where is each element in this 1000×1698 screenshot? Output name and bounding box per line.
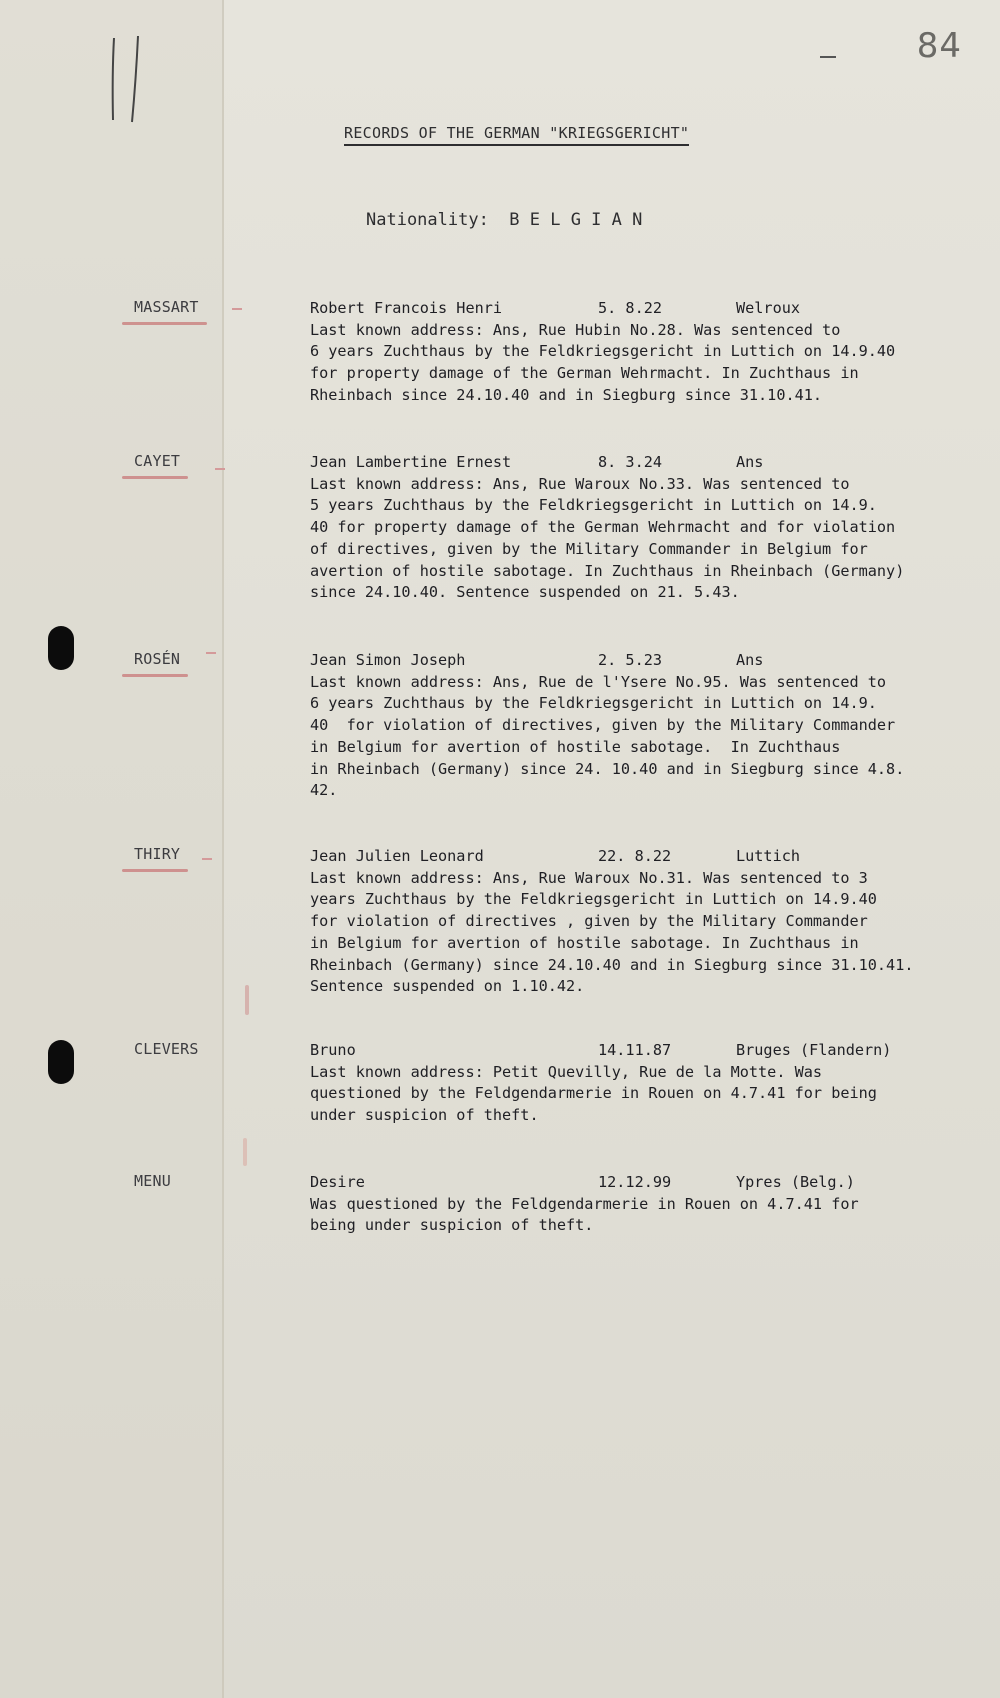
- dash-mark: [820, 56, 836, 58]
- entry-line: questioned by the Feldgendarmerie in Rouen on 4.7.41 for being: [310, 1084, 877, 1103]
- birth-place: Ans: [736, 453, 764, 471]
- entry-line: under suspicion of theft.: [310, 1106, 539, 1125]
- entry-thiry: [310, 846, 1000, 998]
- entry-line: Sentence suspended on 1.10.42.: [310, 977, 585, 996]
- punch-hole-top: [48, 626, 74, 670]
- document-title: RECORDS OF THE GERMAN "KRIEGSGERICHT": [344, 124, 689, 146]
- entry-line: Was questioned by the Feldgendarmerie in Rouen on 4.7.41 for: [310, 1194, 859, 1213]
- birth-date: 2. 5.23: [598, 651, 663, 669]
- birth-date: 14.11.87: [598, 1041, 672, 1059]
- entry-line: 6 years Zuchthaus by the Feldkriegsgericht in Luttich on 14.9.40: [310, 342, 896, 361]
- pen-stroke-mark: [110, 34, 150, 124]
- surname-menu: MENU: [134, 1172, 171, 1190]
- entry-line: in Belgium for avertion of hostile sabotage. In Zuchthaus in: [310, 933, 859, 952]
- entry-line: in Belgium for avertion of hostile sabotage. In Zuchthaus: [310, 737, 841, 756]
- birth-date: 22. 8.22: [598, 847, 672, 865]
- given-names: Robert Francois Henri: [310, 299, 503, 317]
- margin-tick: [232, 308, 242, 310]
- ink-stain: [245, 985, 249, 1015]
- surname-cayet: CAYET: [134, 452, 181, 470]
- entry-line: 5 years Zuchthaus by the Feldkriegsgericht in Luttich on 14.9.: [310, 496, 877, 515]
- entry-line: for violation of directives , given by the Military Commander: [310, 912, 868, 931]
- entry-line: years Zuchthaus by the Feldkriegsgericht in Luttich on 14.9.40: [310, 890, 877, 909]
- given-names: Jean Lambertine Ernest: [310, 453, 512, 471]
- margin-column: [0, 0, 224, 1698]
- birth-place: Welroux: [736, 299, 801, 317]
- birth-place: Bruges (Flandern): [736, 1041, 892, 1059]
- margin-tick: [202, 858, 212, 860]
- given-names: Desire: [310, 1173, 365, 1191]
- entry-header: [310, 1172, 1000, 1194]
- entry-line: Last known address: Ans, Rue Waroux No.33. Was sentenced to: [310, 474, 850, 493]
- birth-place: Ypres (Belg.): [736, 1173, 855, 1191]
- entry-line: for property damage of the German Wehrmacht. In Zuchthaus in: [310, 364, 859, 383]
- entry-line: Last known address: Ans, Rue Hubin No.28. Was sentenced to: [310, 320, 841, 339]
- entry-header: [310, 846, 1000, 868]
- margin-rule: [222, 0, 224, 1698]
- birth-date: 5. 8.22: [598, 299, 663, 317]
- entry-menu: [310, 1172, 1000, 1237]
- nationality-line: Nationality: B E L G I A N: [366, 210, 643, 230]
- page-number: 84: [916, 26, 962, 66]
- margin-tick: [206, 652, 216, 654]
- entry-line: Rheinbach (Germany) since 24.10.40 and in Siegburg since 31.10.41.: [310, 955, 914, 974]
- entry-line: since 24.10.40. Sentence suspended on 21. 5.43.: [310, 583, 740, 602]
- margin-tick: [215, 468, 225, 470]
- surname-clevers: CLEVERS: [134, 1040, 199, 1058]
- entry-line: 40 for violation of directives, given by the Military Commander: [310, 716, 896, 735]
- entry-header: [310, 298, 1000, 320]
- entry-massart: [310, 298, 1000, 407]
- given-names: Jean Simon Joseph: [310, 651, 466, 669]
- entry-line: of directives, given by the Military Commander in Belgium for: [310, 539, 868, 558]
- surname-massart: MASSART: [134, 298, 199, 316]
- entry-line: Rheinbach since 24.10.40 and in Siegburg since 31.10.41.: [310, 385, 823, 404]
- surname-thiry: THIRY: [134, 845, 181, 863]
- given-names: Bruno: [310, 1041, 356, 1059]
- entry-line: 6 years Zuchthaus by the Feldkriegsgericht in Luttich on 14.9.: [310, 694, 877, 713]
- birth-place: Ans: [736, 651, 764, 669]
- ink-stain: [243, 1138, 247, 1166]
- entry-line: Last known address: Ans, Rue de l'Ysere No.95. Was sentenced to: [310, 672, 887, 691]
- entry-clevers: [310, 1040, 1000, 1127]
- entry-cayet: [310, 452, 1000, 604]
- entry-line: 40 for property damage of the German Wehrmacht and for violation: [310, 518, 896, 537]
- surname-rosen: ROSÉN: [134, 650, 181, 668]
- entry-line: Last known address: Petit Quevilly, Rue de la Motte. Was: [310, 1062, 823, 1081]
- entry-line: 42.: [310, 781, 338, 800]
- entry-line: in Rheinbach (Germany) since 24. 10.40 and in Siegburg since 4.8.: [310, 759, 905, 778]
- punch-hole-bottom: [48, 1040, 74, 1084]
- entry-header: [310, 650, 1000, 672]
- entry-header: [310, 1040, 1000, 1062]
- birth-place: Luttich: [736, 847, 801, 865]
- birth-date: 8. 3.24: [598, 453, 663, 471]
- given-names: Jean Julien Leonard: [310, 847, 484, 865]
- entry-line: Last known address: Ans, Rue Waroux No.31. Was sentenced to 3: [310, 868, 868, 887]
- birth-date: 12.12.99: [598, 1173, 672, 1191]
- entry-header: [310, 452, 1000, 474]
- entry-line: being under suspicion of theft.: [310, 1216, 594, 1235]
- entry-line: avertion of hostile sabotage. In Zuchthaus in Rheinbach (Germany): [310, 561, 905, 580]
- entry-rosen: [310, 650, 1000, 802]
